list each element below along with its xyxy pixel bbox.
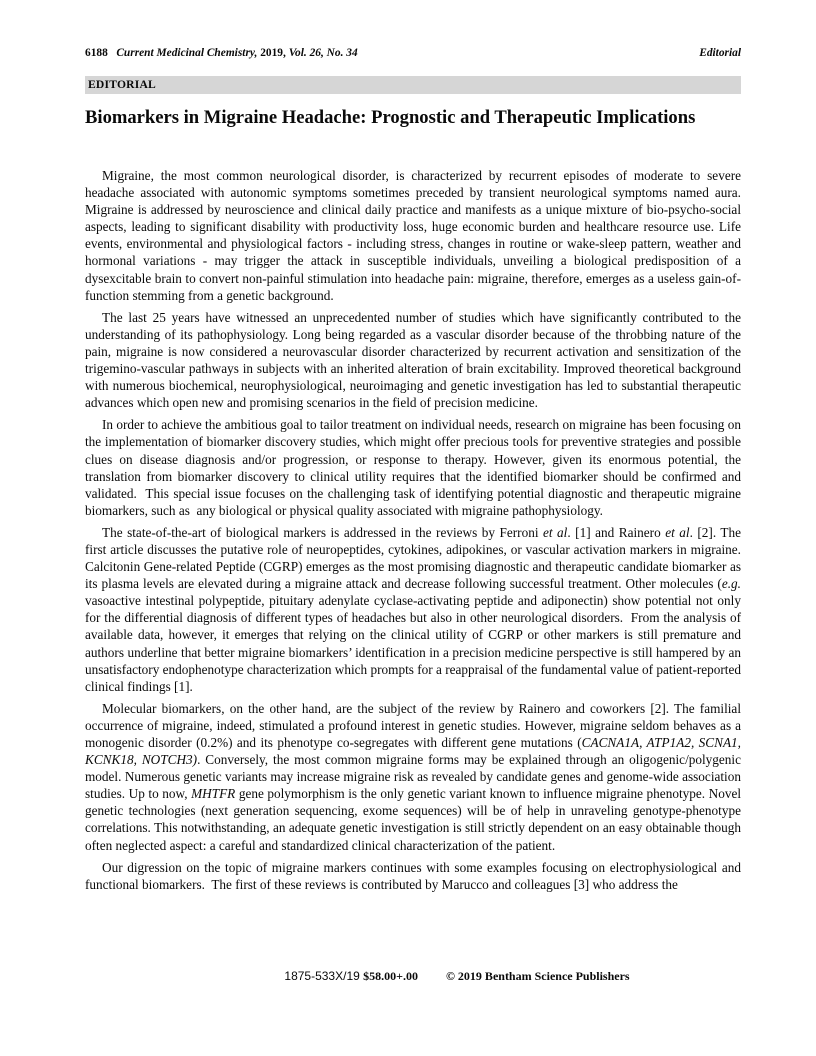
issn-price [284,969,418,984]
running-head: Editorial [699,47,741,59]
text-run: e.g. [721,576,741,592]
text-run: Molecular biomarkers, on the other hand, are the subject of the review by Rainero and coworkers [2]. The familial occurrence of migraine, indeed, stimulated a profound interest in genetic studies. However, migraine seldom behaves as a monogenic disorder (0.2%) and its phenotype co-segregates with different gene mutations ( [85,700,745,750]
text-run: . [1] and Rainero [567,524,666,540]
text-run: The last 25 years have witnessed an unprecedented number of studies which have significantly contributed to the understanding of its pathophysiology. Long being regarded as a vascular disorder because of the throbbing nature of the pain, migraine is now considered a neurovascular disorder characterized by recurrent activation and sensitization of the trigemino-vascular pathways in subjects with an inherited alteration of brain excitability. Improved theoretical background with numerous biochemical, neurophysiological, neuroimaging and genetic investigation has led to substantial therapeutic advances which open new and promising scenarios in the field of precision medicine. [85,309,745,411]
text-run: MHTFR [191,786,236,802]
article-title: Biomarkers in Migraine Headache: Prognostic and Therapeutic Implications [85,107,696,128]
text-run: 2019, [257,47,289,59]
section-label: EDITORIAL [88,78,156,91]
page-footer [129,969,785,984]
paragraph [85,700,745,854]
text-run: 1875-533X/19 [284,969,364,983]
paragraph [85,416,745,519]
paragraph [85,859,745,893]
page-header [85,46,741,60]
paragraph [85,309,745,412]
text-run: . [2]. The first article discusses the putative role of neuropeptides, cytokines, adipokines, or vascular activation markers in migraine. Calcitonin Gene-related Peptide (CGRP) emerges as the most promising diagnostic and therapeutic candidate biomarker as its plasma levels are elevated during a migraine attack and decrease following successful treatment. Other molecules ( [85,524,748,592]
text-run: vasoactive intestinal polypeptide, pituitary adenylate cyclase-activating peptide and adiponectin) show potential not only for the differential diagnosis of different types of headaches but also in other neurological disorders. From the analysis of available data, however, it emerges that relying on the clinical utility of CGRP or other markers is still premature and authors underline that better migraine biomarkers’ identification in a precision medicine perspective is still hampered by an unsatisfactory endophenotype characterization which prompts for a reappraisal of the fundamental value of patient-reported clinical findings [1]. [85,576,745,694]
text-run: Migraine, the most common neurological disorder, is characterized by recurrent episodes of moderate to severe headache associated with autonomic symptoms sometimes preceded by transient neurological symptoms named aura. Migraine is addressed by neuroscience and clinical daily practice and manifests as a unique mixture of bio-psycho-social aspects, leading to significant disability with productivity loss, huge economic burden and healthcare resource use. Life events, environmental and physiological factors - including stress, changes in routine or wake-sleep pattern, weather and hormonal variations - may trigger the attack in susceptible individuals, unveiling a biological predisposition of a dysexcitable brain to convert non-painful stimulation into headache pain: migraine, therefore, emerges as a useless gain-of-function stemming from a genetic background. [85,168,745,303]
article-body [85,167,748,898]
text-run: . Conversely, the most common migraine forms may be explained through an oligogenic/polygenic model. Numerous genetic variants may increase migraine risk as revealed by candidate genes and genome-wide association studies. Up to now, [85,752,745,802]
paragraph [85,167,745,304]
text-run: © 2019 Bentham Science Publishers [445,969,630,983]
text-run: Current Medicinal Chemistry, [116,47,258,59]
paragraph [85,524,748,695]
text-run: et al [543,524,568,540]
text-run: $58.00+.00 [363,969,418,983]
section-bar [85,76,741,94]
text-run: CACNA1A, ATP1A2, SCNA1, KCNK18, NOTCH3) [85,735,745,768]
text-run: et al [665,524,690,540]
journal-citation [85,46,358,60]
text-run: In order to achieve the ambitious goal to tailor treatment on individual needs, research on migraine has been focusing on the implementation of biomarker discovery studies, which might offer precious tools for preventive strategies and possible clues on disease diagnosis and/or progression, or response to therapy. However, given its enormous potential, the translation from biomarker discovery to clinical utility requires that the identified biomarker should be confirmed and validated. This special issue focuses on the challenging task of identifying potential diagnostic and therapeutic migraine biomarkers, such as any biological or physical quality associated with migraine pathophysiology. [85,417,745,518]
text-run: The state-of-the-art of biological markers is addressed in the reviews by Ferroni [102,524,543,540]
text-run: Our digression on the topic of migraine markers continues with some examples focusing on electrophysiological and functional biomarkers. The first of these reviews is contributed by Marucco and colleagues [3] who address the [85,859,745,892]
text-run: 6188 [85,47,108,59]
text-run: Vol. 26, No. 34 [288,47,358,59]
copyright-notice [446,969,630,984]
text-run: gene polymorphism is the only genetic variant known to influence migraine phenotype. Novel genetic technologies (next generation sequencing, exome sequences) will be of help in unraveling genotype-phenotype correlations. This notwithstanding, an adequate genetic investigation is still strictly dependent on an easy obtainable though often neglected aspect: a careful and standardized clinical characterization of the patient. [85,786,745,853]
